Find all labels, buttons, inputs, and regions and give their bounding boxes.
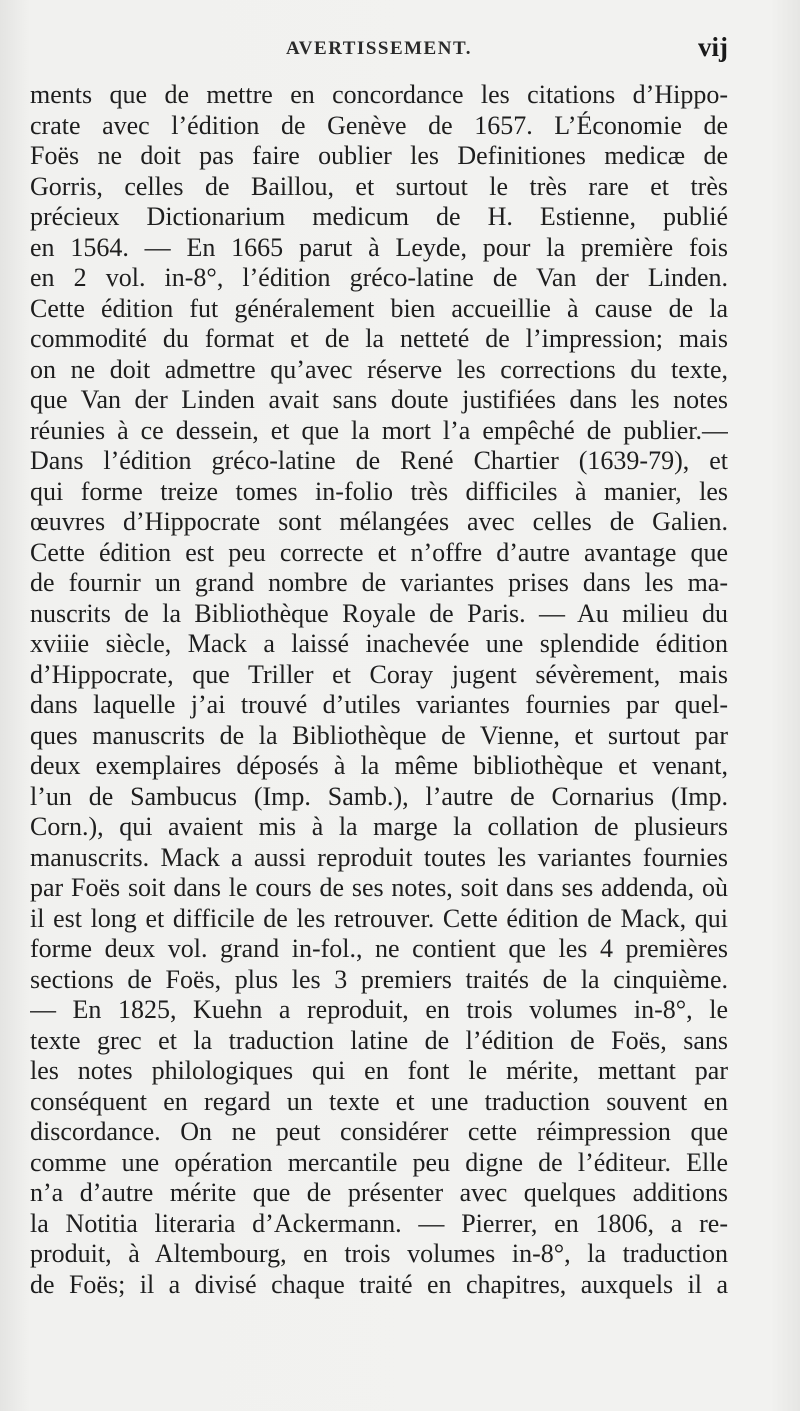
text-line: dans laquelle j’ai trouvé d’utiles variantes fournies par quel- [30,690,728,719]
text-line: en 1564. — En 1665 parut à Leyde, pour la première fois [30,232,728,262]
text-line: xviiie siècle, Mack a laissé inachevée une splendide édition [30,629,728,658]
text-line: Dans l’édition gréco-latine de René Chartier (1639-79), et [30,446,728,475]
text-line: de fournir un grand nombre de variantes prises dans les ma- [30,568,728,597]
text-line: manuscrits. Mack a aussi reproduit toutes les variantes fournies [30,842,728,872]
text-line: les notes philologiques qui en font le mérite, mettant par [30,1056,728,1085]
text-line: précieux Dictionarium medicum de H. Estienne, publié [30,202,728,231]
running-head [30,32,728,72]
text-line: la Notitia literaria d’Ackermann. — Pierrer, en 1806, a re- [30,1208,728,1238]
text-line: Foës ne doit pas faire oublier les Definitiones medicæ de [30,141,728,170]
text-line: crate avec l’édition de Genève de 1657. L’Économie de [30,110,728,140]
text-line: on ne doit admettre qu’avec réserve les corrections du texte, [30,354,728,384]
text-line: il est long et difficile de les retrouver. Cette édition de Mack, qui [30,903,728,933]
text-line: de Foës; il a divisé chaque traité en chapitres, auxquels il a [30,1269,728,1299]
text-line: ments que de mettre en concordance les citations d’Hippo- [30,80,728,109]
text-line: d’Hippocrate, que Triller et Coray jugent sévèrement, mais [30,659,728,689]
text-line: Corn.), qui avaient mis à la marge la collation de plusieurs [30,812,728,841]
text-line: par Foës soit dans le cours de ses notes, soit dans ses addenda, où [30,873,728,902]
text-line: produit, à Altembourg, en trois volumes in-8°, la traduction [30,1239,728,1268]
text-line: n’a d’autre mérite que de présenter avec quelques additions [30,1178,728,1207]
text-line: commodité du format et de la netteté de l’impression; mais [30,324,728,353]
text-line: forme deux vol. grand in-fol., ne contient que les 4 premières [30,934,728,963]
text-line: discordance. On ne peut considérer cette réimpression que [30,1117,728,1146]
text-line: Cette édition fut généralement bien accueillie à cause de la [30,293,728,323]
text-line: — En 1825, Kuehn a reproduit, en trois volumes in-8°, le [30,995,728,1024]
page-number: vij [698,32,728,62]
text-line: deux exemplaires déposés à la même bibliothèque et venant, [30,751,728,780]
text-line: sections de Foës, plus les 3 premiers traités de la cinquième. [30,964,728,994]
text-line: qui forme treize tomes in-folio très difficiles à manier, les [30,476,728,506]
text-line: comme une opération mercantile peu digne de l’éditeur. Elle [30,1147,728,1177]
text-line: ques manuscrits de la Bibliothèque de Vienne, et surtout par [30,720,728,750]
text-line: Gorris, celles de Baillou, et surtout le très rare et très [30,171,728,201]
text-line: l’un de Sambucus (Imp. Samb.), l’autre de Cornarius (Imp. [30,781,728,811]
text-line: réunies à ce dessein, et que la mort l’a empêché de publier.— [30,415,728,445]
text-line: en 2 vol. in-8°, l’édition gréco-latine de Van der Linden. [30,263,728,292]
text-line: texte grec et la traduction latine de l’édition de Foës, sans [30,1025,728,1055]
text-line: conséquent en regard un texte et une traduction souvent en [30,1086,728,1116]
text-line: que Van der Linden avait sans doute justifiées dans les notes [30,385,728,414]
text-line: Cette édition est peu correcte et n’offre d’autre avantage que [30,537,728,567]
text-line: œuvres d’Hippocrate sont mélangées avec celles de Galien. [30,507,728,536]
text-line: nuscrits de la Bibliothèque Royale de Paris. — Au milieu du [30,598,728,628]
body-text [30,80,728,1300]
running-title: AVERTISSEMENT. [286,38,472,59]
